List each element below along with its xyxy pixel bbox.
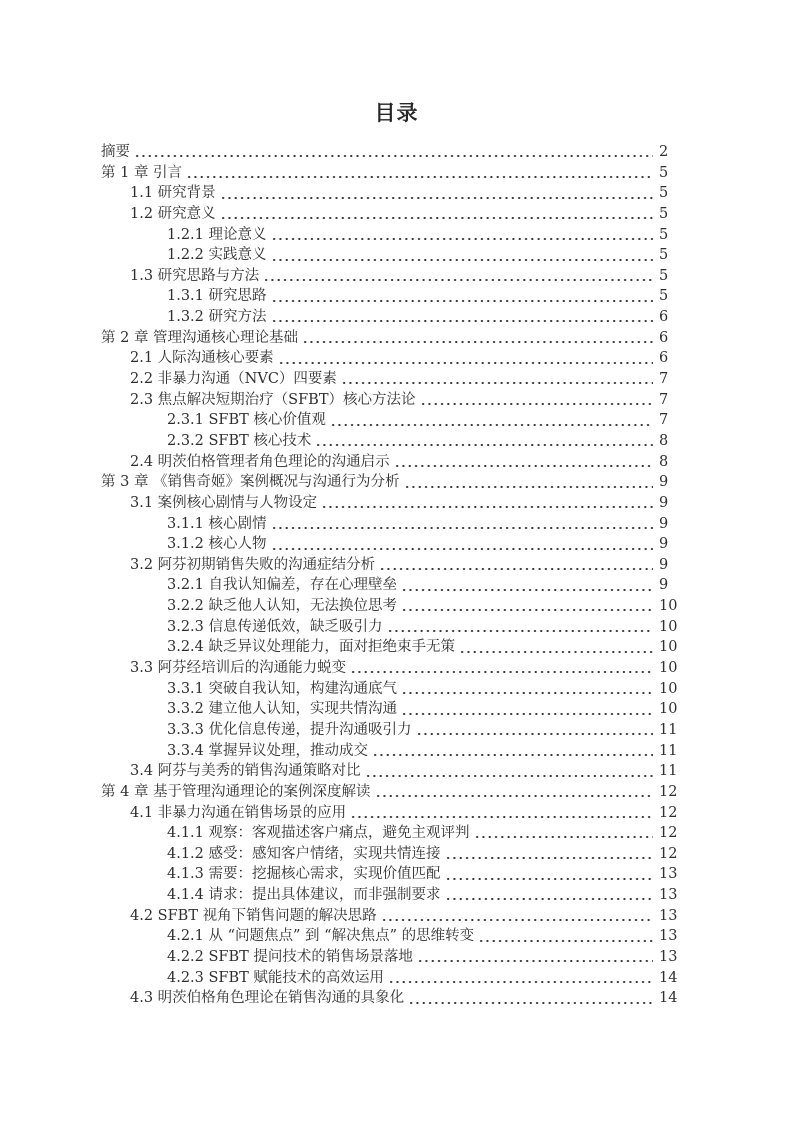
dot-leader — [474, 823, 653, 844]
toc-entry-page: 6 — [659, 309, 669, 326]
toc-entry-label: 3.1.1 核心剧情 — [167, 515, 267, 532]
toc-entry-page: 10 — [659, 598, 678, 615]
toc-entry[interactable] — [101, 699, 681, 720]
toc-entry-label: 2.2 非暴力沟通（NVC）四要素 — [130, 371, 337, 388]
toc-entry-page: 11 — [659, 742, 678, 759]
dot-leader — [388, 968, 653, 989]
toc-entry-page: 9 — [659, 556, 669, 573]
dot-leader — [394, 452, 653, 473]
toc-entry[interactable] — [101, 637, 681, 658]
dot-leader — [478, 926, 653, 947]
toc-entry-page: 10 — [659, 701, 678, 718]
toc-entry[interactable] — [101, 493, 681, 514]
dot-leader — [271, 286, 653, 307]
toc-entry-label: 3.2.1 自我认知偏差，存在心理壁垒 — [167, 577, 398, 594]
toc-entry-page: 13 — [659, 866, 678, 883]
toc-title: 目录 — [374, 100, 419, 125]
toc-entry[interactable] — [101, 906, 681, 927]
toc-entry[interactable] — [101, 514, 681, 535]
toc-entry-label: 第 3 章 《销售奇姬》案例概况与沟通行为分析 — [101, 474, 400, 491]
toc-entry[interactable] — [101, 142, 681, 163]
toc-entry-label: 1.2 研究意义 — [130, 205, 216, 222]
toc-entry-label: 1.3.1 研究思路 — [167, 288, 267, 305]
toc-entry-label: 3.3.3 优化信息传递，提升沟通吸引力 — [167, 721, 412, 738]
toc-entry-page: 9 — [659, 494, 669, 511]
toc-entry-page: 5 — [659, 205, 669, 222]
toc-entry[interactable] — [101, 720, 681, 741]
dot-leader — [330, 410, 653, 431]
toc-entry[interactable] — [101, 266, 681, 287]
toc-entry-page: 12 — [659, 845, 678, 862]
toc-entry[interactable] — [101, 348, 681, 369]
toc-entry[interactable] — [101, 782, 681, 803]
toc-entry-page: 9 — [659, 515, 669, 532]
toc-entry-page: 12 — [659, 783, 678, 800]
dot-leader — [375, 782, 653, 803]
toc-entry[interactable] — [101, 534, 681, 555]
dot-leader — [321, 493, 653, 514]
dot-leader — [134, 142, 653, 163]
dot-leader — [445, 844, 653, 865]
toc-entry-page: 11 — [659, 763, 678, 780]
dot-leader — [401, 699, 653, 720]
toc-entry[interactable] — [101, 307, 681, 328]
toc-entry-label: 4.1.3 需要：挖掘核心需求，实现价值匹配 — [167, 866, 441, 883]
toc-entry-page: 5 — [659, 288, 669, 305]
toc-entry-label: 4.1.1 观察：客观描述客户痛点，避免主观评判 — [167, 825, 470, 842]
dot-leader — [271, 245, 653, 266]
toc-entry-label: 1.3 研究思路与方法 — [130, 267, 260, 284]
toc-entry[interactable] — [101, 803, 681, 824]
toc-entry-page: 5 — [659, 164, 669, 181]
toc-entry[interactable] — [101, 575, 681, 596]
toc-entry-page: 2 — [659, 144, 669, 160]
toc-entry[interactable] — [101, 596, 681, 617]
toc-entry-page: 9 — [659, 536, 669, 553]
toc-entry-label: 3.2.4 缺乏异议处理能力，面对拒绝束手无策 — [167, 639, 456, 656]
dot-leader — [271, 225, 653, 246]
dot-leader — [445, 885, 653, 906]
toc-entry-label: 4.1.4 请求：提出具体建议，而非强制要求 — [167, 887, 441, 904]
toc-entry-label: 1.3.2 研究方法 — [167, 309, 267, 326]
toc-entry-label: 1.2.1 理论意义 — [167, 226, 267, 243]
dot-leader — [372, 741, 653, 762]
toc-entry-page: 13 — [659, 948, 678, 965]
toc-entry-label: 4.2.3 SFBT 赋能技术的高效运用 — [167, 969, 384, 986]
toc-entry-label: 第 2 章 管理沟通核心理论基础 — [101, 329, 299, 346]
dot-leader — [278, 348, 653, 369]
toc-entry-page: 13 — [659, 887, 678, 904]
toc-entry-label: 摘要 — [101, 144, 130, 160]
toc-entry-page: 14 — [659, 990, 678, 1007]
toc-entry[interactable] — [101, 369, 681, 390]
dot-leader — [220, 204, 653, 225]
toc-entry-label: 4.2 SFBT 视角下销售问题的解决思路 — [130, 907, 377, 924]
toc-entry[interactable] — [101, 183, 681, 204]
toc-entry-page: 6 — [659, 350, 669, 367]
toc-entry-page: 11 — [659, 721, 678, 738]
toc-entry-page: 5 — [659, 267, 669, 284]
toc-entry[interactable] — [101, 163, 681, 184]
toc-entry[interactable] — [101, 864, 681, 885]
toc-entry[interactable] — [101, 679, 681, 700]
toc-entry-label: 4.1.2 感受：感知客户情绪，实现共情连接 — [167, 845, 441, 862]
toc-entry[interactable] — [101, 741, 681, 762]
toc-entry-label: 4.1 非暴力沟通在销售场景的应用 — [130, 804, 347, 821]
toc-entry-label: 2.3 焦点解决短期治疗（SFBT）核心方法论 — [130, 391, 416, 408]
dot-leader — [271, 307, 653, 328]
toc-entry-page: 7 — [659, 371, 669, 388]
toc-entry-page: 10 — [659, 680, 678, 697]
toc-entry-label: 第 1 章 引言 — [101, 164, 183, 181]
toc-entry-page: 12 — [659, 804, 678, 821]
toc-entry[interactable] — [101, 452, 681, 473]
toc-entry-label: 3.3.1 突破自我认知，构建沟通底气 — [167, 680, 398, 697]
dot-leader — [408, 988, 653, 1009]
dot-leader — [387, 617, 653, 638]
toc-entry[interactable] — [101, 617, 681, 638]
toc-entry[interactable] — [101, 823, 681, 844]
toc-entry-page: 14 — [659, 969, 678, 986]
toc-entry-label: 3.3.4 掌握异议处理，推动成交 — [167, 742, 369, 759]
toc-entry-page: 8 — [659, 453, 669, 470]
dot-leader — [381, 906, 653, 927]
toc-entry-page: 6 — [659, 329, 669, 346]
toc-entry-label: 3.3 阿芬经培训后的沟通能力蜕变 — [130, 660, 347, 677]
toc-entry-label: 3.1 案例核心剧情与人物设定 — [130, 494, 318, 511]
toc-entry[interactable] — [101, 947, 681, 968]
toc-list — [101, 142, 681, 1009]
toc-entry-page: 13 — [659, 928, 678, 945]
toc-entry-label: 2.3.2 SFBT 核心技术 — [167, 432, 312, 449]
toc-entry[interactable] — [101, 225, 681, 246]
toc-entry[interactable] — [101, 245, 681, 266]
toc-entry[interactable] — [101, 204, 681, 225]
dot-leader — [459, 637, 653, 658]
toc-entry-page: 9 — [659, 474, 669, 491]
toc-entry-label: 2.4 明茨伯格管理者角色理论的沟通启示 — [130, 453, 390, 470]
toc-entry-label: 4.2.1 从 “问题焦点” 到 “解决焦点” 的思维转变 — [167, 928, 475, 945]
dot-leader — [271, 534, 653, 555]
dot-leader — [186, 163, 653, 184]
toc-entry-page: 7 — [659, 412, 669, 429]
toc-entry[interactable] — [101, 761, 681, 782]
toc-entry[interactable] — [101, 328, 681, 349]
dot-leader — [401, 679, 653, 700]
dot-leader — [379, 555, 653, 576]
toc-entry[interactable] — [101, 286, 681, 307]
toc-entry[interactable] — [101, 431, 681, 452]
toc-entry-label: 3.2.2 缺乏他人认知，无法换位思考 — [167, 598, 398, 615]
toc-entry-page: 9 — [659, 577, 669, 594]
toc-entry-label: 2.1 人际沟通核心要素 — [130, 350, 274, 367]
dot-leader — [417, 947, 653, 968]
toc-entry[interactable] — [101, 410, 681, 431]
toc-entry[interactable] — [101, 555, 681, 576]
toc-entry-label: 第 4 章 基于管理沟通理论的案例深度解读 — [101, 783, 371, 800]
toc-entry[interactable] — [101, 988, 681, 1009]
toc-entry-label: 1.1 研究背景 — [130, 185, 216, 202]
toc-entry-page: 12 — [659, 825, 678, 842]
toc-entry-label: 4.2.2 SFBT 提问技术的销售场景落地 — [167, 948, 413, 965]
toc-entry-page: 13 — [659, 907, 678, 924]
toc-entry-page: 8 — [659, 432, 669, 449]
toc-entry-page: 10 — [659, 660, 678, 677]
dot-leader — [263, 266, 653, 287]
dot-leader — [445, 864, 653, 885]
dot-leader — [420, 390, 654, 411]
dot-leader — [350, 658, 653, 679]
toc-entry-page: 5 — [659, 226, 669, 243]
toc-entry-label: 3.3.2 建立他人认知，实现共情沟通 — [167, 701, 398, 718]
dot-leader — [365, 761, 653, 782]
toc-entry-label: 3.1.2 核心人物 — [167, 536, 267, 553]
dot-leader — [220, 183, 653, 204]
dot-leader — [401, 596, 653, 617]
toc-entry[interactable] — [101, 472, 681, 493]
toc-entry[interactable] — [101, 926, 681, 947]
toc-entry-page: 10 — [659, 639, 678, 656]
dot-leader — [271, 514, 653, 535]
toc-entry[interactable] — [101, 885, 681, 906]
dot-leader — [302, 328, 653, 349]
toc-entry-label: 2.3.1 SFBT 核心价值观 — [167, 412, 326, 429]
toc-entry-label: 1.2.2 实践意义 — [167, 247, 267, 264]
toc-entry[interactable] — [101, 968, 681, 989]
toc-entry-label: 3.2.3 信息传递低效，缺乏吸引力 — [167, 618, 383, 635]
dot-leader — [401, 575, 653, 596]
toc-entry[interactable] — [101, 844, 681, 865]
toc-entry-label: 3.2 阿芬初期销售失败的沟通症结分析 — [130, 556, 376, 573]
toc-entry-page: 5 — [659, 247, 669, 264]
dot-leader — [404, 472, 653, 493]
dot-leader — [350, 803, 653, 824]
toc-entry-page: 7 — [659, 391, 669, 408]
toc-entry-label: 4.3 明茨伯格角色理论在销售沟通的具象化 — [130, 990, 405, 1007]
toc-entry[interactable] — [101, 390, 681, 411]
toc-entry-label: 3.4 阿芬与美秀的销售沟通策略对比 — [130, 763, 361, 780]
toc-entry-page: 5 — [659, 185, 669, 202]
toc-entry[interactable] — [101, 658, 681, 679]
dot-leader — [416, 720, 653, 741]
dot-leader — [315, 431, 653, 452]
dot-leader — [341, 369, 653, 390]
toc-entry-page: 10 — [659, 618, 678, 635]
